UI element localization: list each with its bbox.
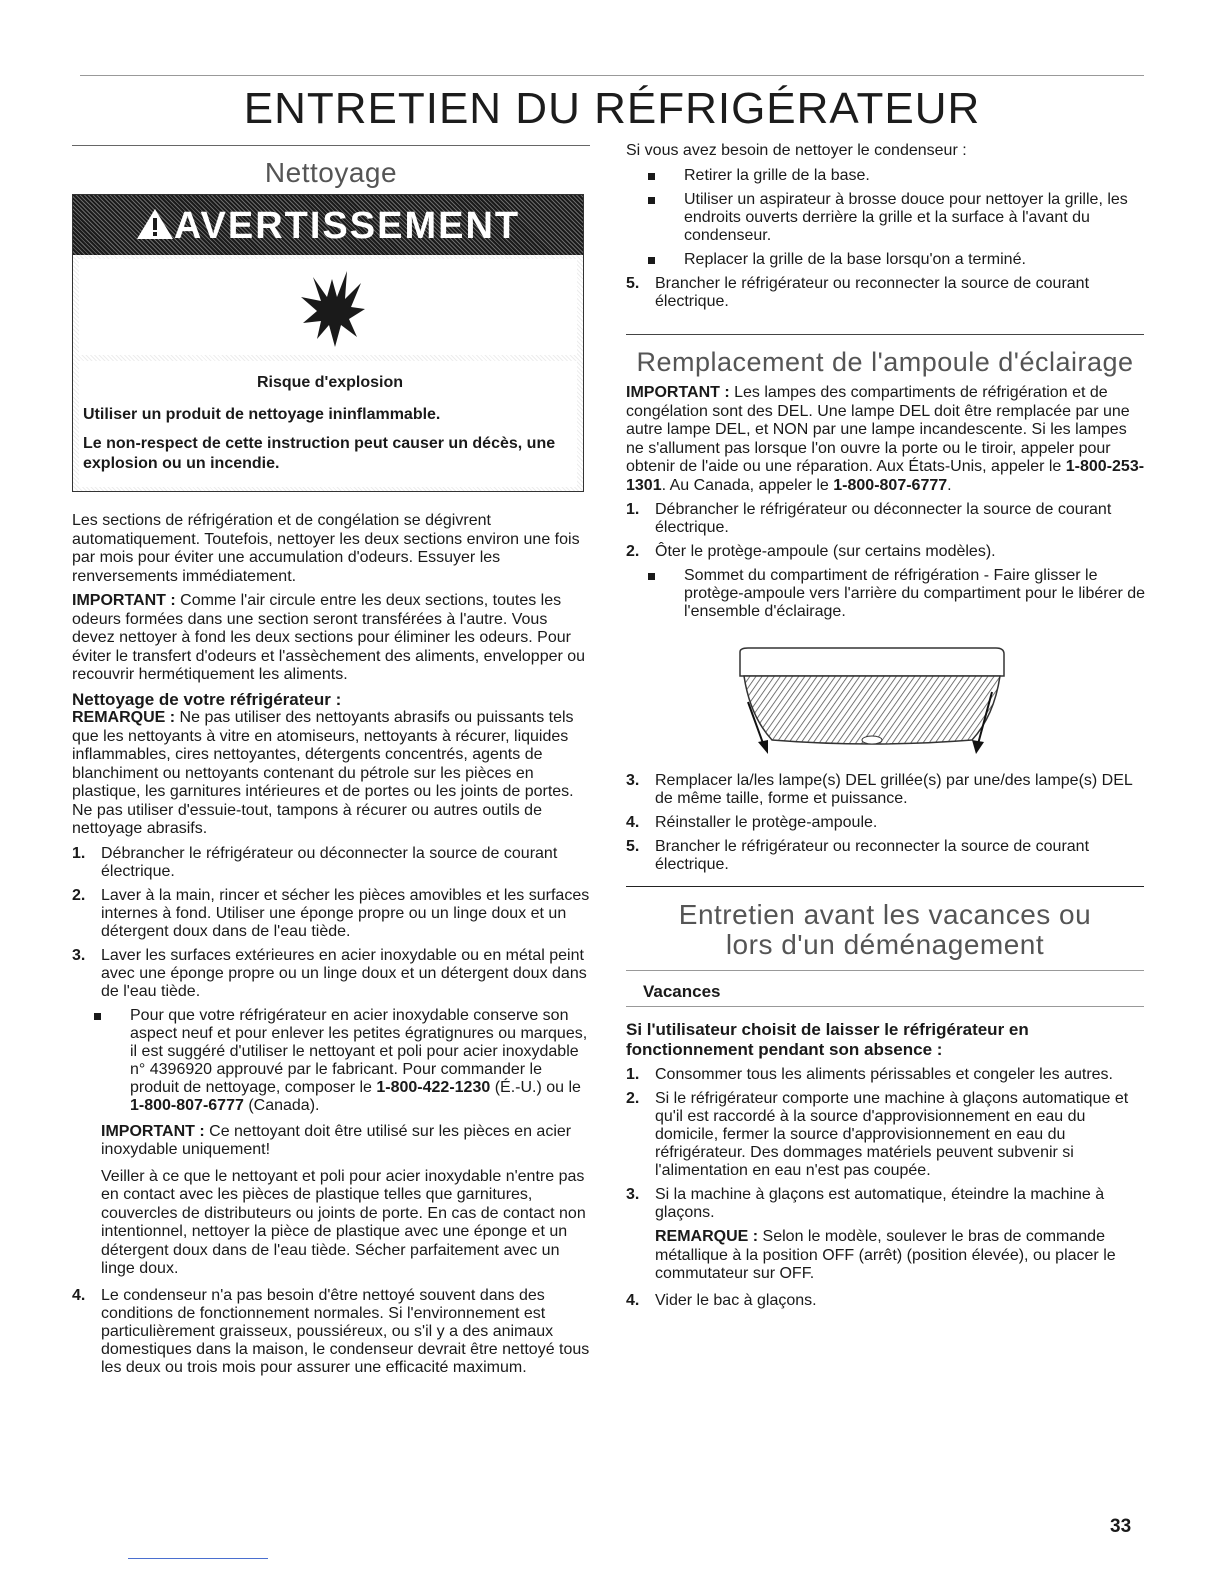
nettoyage-title: Nettoyage <box>264 157 398 188</box>
important-text: . <box>947 476 952 494</box>
bullet-text: Replacer la grille de la base lorsqu'on a terminé. <box>684 250 1026 268</box>
step-number: 4. <box>626 814 640 831</box>
vacances-subrule <box>626 970 1144 971</box>
bullet-text: Pour que votre réfrigérateur en acier inoxydable conserve son aspect neuf et pour enlever les petites égratignures ou marques, il est suggéré d'utiliser le nettoyant et poli pour acier inoxydable n° 4396920 approuvé par le fabricant. Pour commander le produit de nettoyage, composer le <box>130 1006 588 1096</box>
ampoule-steps <box>626 772 1146 880</box>
step-number: 5. <box>626 838 640 855</box>
step-number: 3. <box>72 946 86 964</box>
step-text: Débrancher le réfrigérateur ou déconnecter la source de courant électrique. <box>655 501 1112 536</box>
list-item <box>626 772 1146 808</box>
important-text: Comme l'air circule entre les deux sections, toutes les odeurs formées dans une section seront transférées à l'autre. Vous devez nettoyer à fond les deux sections pour éliminer les odeurs. Pour éviter le transfert d'odeurs et l'assèchement des aliments, envelopper ou recouvrir hermétiquement les aliments. <box>72 592 586 683</box>
condenser-intro: Si vous avez besoin de nettoyer le condenseur : <box>626 142 967 159</box>
warning-line1: Utiliser un produit de nettoyage ininflammable. <box>83 406 441 423</box>
nettoyage-remarque <box>72 709 590 839</box>
explosion-icon <box>297 267 367 351</box>
footer-link-rule <box>128 1558 268 1559</box>
list-item <box>72 887 590 941</box>
important-label: IMPORTANT : <box>626 384 730 401</box>
ampoule-title: Remplacement de l'ampoule d'éclairage <box>636 347 1134 377</box>
step-number: 4. <box>72 1286 86 1304</box>
step-text: Brancher le réfrigérateur ou reconnecter la source de courant électrique. <box>655 274 1090 310</box>
warning-box <box>72 194 584 492</box>
remarque-label: REMARQUE : <box>655 1228 759 1245</box>
light-shield-diagram <box>734 646 1010 760</box>
important-label: IMPORTANT : <box>72 592 176 609</box>
remarque-text: Ne pas utiliser des nettoyants abrasifs ou puissants tels que les nettoyants à vitre en atomiseurs, nettoyants à récurer, liquides inflammables, cires nettoyantes, détergents concentrés, agents de blanchiment ou nettoyants contenant du pétrole sur les pièces en plastique, les garnitures intérieures et de portes ou les joints de portes. Ne pas utiliser d'essuie-tout, tampons à récurer ou autres outils de nettoyage abrasifs. <box>72 709 574 837</box>
step-text: Laver à la main, rincer et sécher les pièces amovibles et les surfaces internes à fond. Utiliser une éponge propre ou un linge doux et un détergent doux dans de l'eau tiède. <box>101 886 590 940</box>
vacances-title-line2: lors d'un déménagement <box>725 929 1045 960</box>
bullet-icon <box>648 173 655 180</box>
warning-header <box>73 195 583 255</box>
important-text: Les lampes des compartiments de réfrigération et de congélation sont des DEL. Une lampe DEL doit être remplacée par une autre lampe DEL, et NON par une lampe incandescente. Si les lampes ne s'allument pas lorsque l'on ouvre la porte ou le tiroir, appeler pour obtenir de l'aide ou une réparation. Aux États-Unis, appeler le <box>626 384 1130 475</box>
ampoule-body <box>626 384 1146 627</box>
top-rule <box>80 75 1144 76</box>
explosion-symbol-area <box>79 259 577 355</box>
nettoyage-rule <box>72 145 590 146</box>
step-number: 1. <box>626 1066 640 1083</box>
phone-us: 1-800-422-1230 <box>376 1078 491 1096</box>
veiller-paragraph: Veiller à ce que le nettoyant et poli pour acier inoxydable n'entre pas en contact avec les pièces de plastique telles que garnitures, couvercles de distributeurs ou joints de porte. En cas de contact non intentionnel, nettoyer la pièce de plastique avec une éponge et un détergent doux dans de l'eau tiède. Sécher parfaitement avec un linge doux. <box>101 1167 586 1277</box>
list-item <box>72 1007 590 1115</box>
important-stainless <box>72 1123 590 1160</box>
step-text: Consommer tous les aliments périssables et congeler les autres. <box>655 1066 1113 1083</box>
warning-risk: Risque d'explosion <box>256 374 404 391</box>
vacances-remarque <box>626 1228 1146 1284</box>
step-number: 2. <box>626 543 640 560</box>
phone-ca: 1-800-807-6777 <box>833 476 948 494</box>
vacances-title-line1: Entretien avant les vacances ou <box>678 899 1092 930</box>
phone-ca: 1-800-807-6777 <box>130 1096 244 1114</box>
ampoule-important <box>626 384 1146 495</box>
important-text: Ce nettoyant doit être utilisé sur les pièces en acier inoxydable uniquement! <box>101 1122 572 1158</box>
list-item <box>72 947 590 1001</box>
step-text: Le condenseur n'a pas besoin d'être nettoyé souvent dans des conditions de fonctionnement normales. Si l'environnement est particulièrement graisseux, poussiéreux, ou s'il y a des animaux domestiques dans la maison, le condenseur devrait être nettoyé tous les deux ou trois mois pour assurer une efficacité maximum. <box>101 1286 590 1376</box>
list-item <box>626 543 1146 561</box>
step-text: Débrancher le réfrigérateur ou déconnecter la source de courant électrique. <box>101 844 558 880</box>
step-text: Remplacer la/les lampe(s) DEL grillée(s) par une/des lampe(s) DEL de même taille, forme et puissance. <box>655 772 1133 807</box>
step-text: Réinstaller le protège-ampoule. <box>655 814 878 831</box>
nettoyage-important <box>72 592 590 685</box>
list-item <box>72 845 590 881</box>
bullet-icon <box>94 1013 101 1020</box>
bullet-text: (É.-U.) ou le <box>490 1078 581 1096</box>
step-number: 1. <box>72 844 86 862</box>
list-item <box>626 191 1146 245</box>
step-number: 2. <box>72 886 86 904</box>
page-title: ENTRETIEN DU RÉFRIGÉRATEUR <box>243 84 981 133</box>
vacances-body <box>626 1020 1146 1316</box>
list-item <box>626 275 1146 311</box>
step-text: Vider le bac à glaçons. <box>655 1291 817 1309</box>
remarque-text: Selon le modèle, soulever le bras de commande métallique à la position OFF (arrêt) (position élevée), ou placer le commutateur sur OFF. <box>655 1228 1116 1282</box>
list-item <box>626 1186 1146 1222</box>
vacances-heading: Si l'utilisateur choisit de laisser le réfrigérateur en fonctionnement pendant son absence : <box>626 1020 1029 1059</box>
list-item <box>626 814 1146 832</box>
step-number: 3. <box>626 772 640 789</box>
bullet-icon <box>648 573 655 580</box>
ampoule-rule <box>626 334 1144 335</box>
list-item <box>626 838 1146 874</box>
bullet-text: (Canada). <box>243 1096 320 1114</box>
step-number: 2. <box>626 1090 640 1107</box>
phone-us: 1-800-253-1301 <box>626 458 1145 494</box>
bullet-text: Utiliser un aspirateur à brosse douce pour nettoyer la grille, les endroits ouverts derrière la grille et la surface à l'avant du condenseur. <box>684 190 1128 244</box>
step-text: Ôter le protège-ampoule (sur certains modèles). <box>655 543 996 560</box>
step-text: Si le réfrigérateur comporte une machine à glaçons automatique et qu'il est raccordé à la source d'approvisionnement en eau du domicile, fermer la source d'approvisionnement en eau du réfrigérateur. Des dommages matériels peuvent subvenir si l'alimentation en eau n'est pas coupée. <box>655 1090 1129 1179</box>
condenser-section <box>626 142 1146 317</box>
list-item <box>626 1292 1146 1310</box>
list-item <box>626 251 1146 269</box>
warning-triangle-icon <box>136 208 174 240</box>
bullet-icon <box>648 257 655 264</box>
nettoyage-intro: Les sections de réfrigération et de congélation se dégivrent automatiquement. Toutefois, nettoyer les deux sections environ une fois par mois pour éviter une accumulation d'odeurs. Essuyer les renversements immédiatement. <box>72 512 580 585</box>
list-item <box>626 167 1146 185</box>
important-text: . Au Canada, appeler le <box>661 476 834 494</box>
nettoyage-subheading: Nettoyage de votre réfrigérateur : <box>72 689 342 709</box>
remarque-label: REMARQUE : <box>72 709 176 726</box>
warning-line2: Le non-respect de cette instruction peut causer un décès, une explosion ou un incendie. <box>83 435 556 472</box>
warning-heading <box>73 205 583 248</box>
bullet-text: Sommet du compartiment de réfrigération - Faire glisser le protège-ampoule vers l'arrière du compartiment pour le libérer de l'ensemble d'éclairage. <box>684 567 1146 620</box>
important-label: IMPORTANT : <box>101 1122 205 1140</box>
list-item <box>72 1287 590 1377</box>
bullet-icon <box>648 197 655 204</box>
step-number: 4. <box>626 1291 640 1309</box>
step-text: Si la machine à glaçons est automatique, éteindre la machine à glaçons. <box>655 1186 1105 1221</box>
list-item <box>626 567 1146 621</box>
list-item <box>626 501 1146 537</box>
step-number: 1. <box>626 501 640 518</box>
vacances-subrule-bottom <box>626 1006 1144 1007</box>
step-number: 3. <box>626 1186 640 1203</box>
page-number: 33 <box>1110 1516 1132 1537</box>
vacances-subtitle: Vacances <box>643 982 721 1001</box>
step-text: Laver les surfaces extérieures en acier inoxydable ou en métal peint avec une éponge propre ou un linge doux et un détergent doux dans de l'eau tiède. <box>101 946 587 1000</box>
step-text: Brancher le réfrigérateur ou reconnecter la source de courant électrique. <box>655 838 1090 873</box>
nettoyage-body <box>72 512 590 1383</box>
step-number: 5. <box>626 274 640 292</box>
list-item <box>626 1090 1146 1180</box>
bullet-text: Retirer la grille de la base. <box>684 166 870 184</box>
vacances-rule <box>626 886 1144 887</box>
list-item <box>626 1066 1146 1084</box>
warning-heading-text: AVERTISSEMENT <box>173 205 521 247</box>
